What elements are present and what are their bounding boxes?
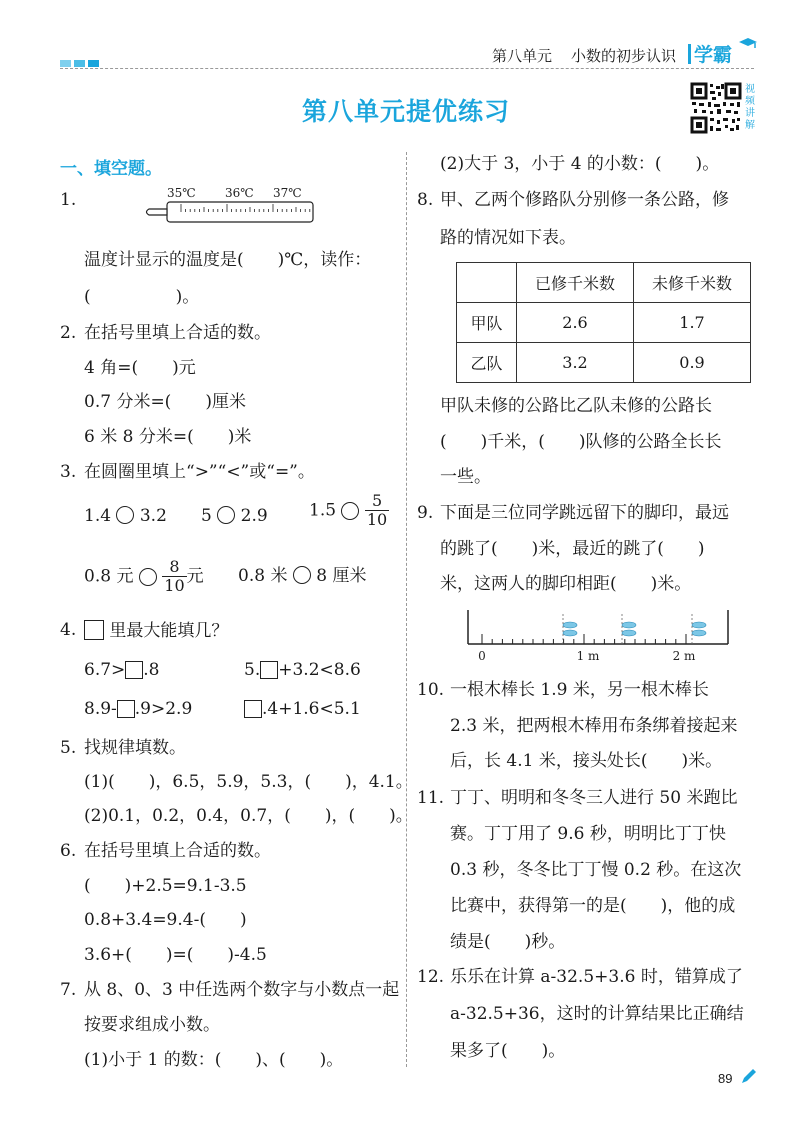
q2-item-2: 0.7 分米=( )厘米 (84, 392, 246, 412)
q10-line1: 一根木棒长 1.9 米，另一根木棒长 (450, 680, 709, 700)
answer-box[interactable] (125, 661, 143, 679)
q9-line2: 的跳了( )米，最近的跳了( ) (440, 539, 705, 559)
header-divider-bar (688, 44, 691, 64)
compare-circle[interactable] (293, 566, 311, 584)
q9-line3: 米，这两人的脚印相距( )米。 (440, 574, 692, 594)
q3-a-left: 1.4 (84, 506, 112, 526)
q4-b-post: +3.2<8.6 (278, 660, 361, 680)
q9-number: 9. (417, 503, 434, 523)
q8-line4: ( )千米，( )队修的公路全长长 (440, 432, 722, 452)
qr-code-icon[interactable] (690, 82, 742, 134)
footprint-icon (692, 630, 706, 636)
column-divider (406, 152, 407, 1067)
footprint-ruler (460, 606, 736, 670)
table-cell: 甲队 (457, 303, 517, 343)
q11-line3: 0.3 秒，冬冬比丁丁慢 0.2 秒。在这次 (450, 860, 742, 880)
q3-stem: 在圆圈里填上“>”“<”或“=”。 (84, 462, 315, 482)
q2-item-3: 6 米 8 分米=( )米 (84, 427, 252, 447)
q4-c-post: .9>2.9 (134, 699, 193, 719)
q8-line2: 路的情况如下表。 (440, 228, 576, 248)
q8-line1: 甲、乙两个修路队分别修一条公路，修 (440, 190, 729, 210)
header-topic: 小数的初步认识 (571, 47, 677, 65)
q7-line2: 按要求组成小数。 (84, 1015, 220, 1035)
answer-box[interactable] (244, 700, 262, 718)
q6-number: 6. (60, 841, 77, 861)
q7-number: 7. (60, 980, 77, 1000)
q3-compare-e (238, 566, 367, 586)
q8-line5: 一些。 (440, 467, 491, 487)
q1-line2: ( )。 (84, 287, 200, 307)
q6-item-2: 0.8+3.4=9.4-( ) (84, 910, 247, 930)
table-row (457, 343, 751, 383)
q3-number: 3. (60, 462, 77, 482)
q11-number: 11. (417, 788, 445, 808)
fraction-5-10: $\frac{5}{10}$ (366, 491, 388, 529)
q3-compare-a (84, 506, 167, 526)
q5-stem: 找规律填数。 (84, 738, 186, 758)
pencil-icon (740, 1067, 758, 1085)
table-header-cell (457, 263, 517, 303)
q4-c-pre: 8.9- (84, 699, 117, 719)
qr-label: 视频讲解 (745, 84, 755, 131)
table-cell: 0.9 (634, 343, 751, 383)
footprint-icon (563, 622, 577, 628)
therm-label-35: 35℃ (167, 186, 196, 200)
q3-e-left: 0.8 米 (238, 566, 288, 586)
page-title: 第八单元提优练习 (301, 97, 510, 126)
q4-a-post: .8 (143, 660, 160, 680)
answer-box[interactable] (84, 620, 104, 640)
footprint-icon (622, 622, 636, 628)
brand-logo: 学霸 (694, 44, 733, 66)
q7-item-1: (1)小于 1 的数：( )、( )。 (84, 1050, 344, 1070)
q3-a-right: 3.2 (139, 506, 167, 526)
thermometer-diagram (143, 185, 323, 233)
q11-line4: 比赛中，获得第一的是( )，他的成 (450, 896, 736, 916)
q5-item-2: (2)0.1，0.2，0.4，0.7，( )，( )。 (84, 806, 413, 826)
q10-line3: 后，长 4.1 米，接头处长( )米。 (450, 751, 723, 771)
table-row (457, 303, 751, 343)
q12-line3: 果多了( )。 (450, 1041, 566, 1061)
q3-b-left: 5 (201, 506, 212, 526)
compare-circle[interactable] (341, 502, 359, 520)
q2-number: 2. (60, 323, 77, 343)
q10-number: 10. (417, 680, 445, 700)
table-header-row (457, 263, 751, 303)
fraction-8-10: $\frac{8}{10}$ (164, 557, 185, 595)
therm-label-36: 36℃ (225, 186, 254, 200)
q11-line5: 绩是( )秒。 (450, 932, 566, 952)
road-table (456, 262, 751, 383)
q5-item-1: (1)( )，6.5，5.9，5.3，( )，4.1。 (84, 772, 413, 792)
q7-item-2: (2)大于 3，小于 4 的小数：( )。 (440, 154, 720, 174)
table-header-cell: 未修千米数 (634, 263, 751, 303)
q6-item-3: 3.6+( )=( )-4.5 (84, 945, 267, 965)
q3-compare-d (84, 558, 204, 595)
q3-compare-b (201, 506, 268, 526)
q4-a-pre: 6.7> (84, 660, 126, 680)
footprint-icon (622, 630, 636, 636)
q2-stem: 在括号里填上合适的数。 (84, 323, 271, 343)
q1-line1: 温度计显示的温度是( )℃，读作： (84, 250, 372, 270)
q3-b-right: 2.9 (240, 506, 268, 526)
answer-box[interactable] (260, 661, 278, 679)
q4-item-b (244, 660, 361, 680)
q11-line1: 丁丁、明明和冬冬三人进行 50 米跑比 (450, 788, 738, 808)
q4-b-pre: 5. (244, 660, 261, 680)
q4-d-post: .4+1.6<5.1 (262, 699, 361, 719)
q10-line2: 2.3 米，把两根木棒用布条绑着接起来 (450, 716, 738, 736)
q3-d-left: 0.8 元 (84, 566, 134, 587)
q6-stem: 在括号里填上合适的数。 (84, 841, 271, 861)
q4-number: 4. (60, 620, 77, 640)
q12-line1: 乐乐在计算 a-32.5+3.6 时，错算成了 (450, 967, 743, 987)
q9-line1: 下面是三位同学跳远留下的脚印，最远 (440, 503, 729, 523)
q12-number: 12. (417, 967, 445, 987)
q5-number: 5. (60, 738, 77, 758)
graduation-cap-icon (738, 36, 758, 50)
table-cell: 1.7 (634, 303, 751, 343)
ruler-label-0: 0 (478, 649, 486, 663)
q4-item-c (84, 699, 192, 719)
page-number: 89 (718, 1071, 733, 1086)
footprint-icon (692, 622, 706, 628)
ruler-label-1m: 1 m (576, 649, 600, 663)
q3-e-right: 8 厘米 (316, 566, 367, 586)
answer-box[interactable] (117, 700, 135, 718)
table-cell: 乙队 (457, 343, 517, 383)
q4-stem-line (84, 620, 228, 641)
header-rule (60, 68, 754, 69)
q3-compare-c (309, 492, 389, 529)
table-cell: 2.6 (517, 303, 634, 343)
q4-item-a (84, 660, 160, 680)
q3-c-left: 1.5 (309, 500, 337, 521)
table-cell: 3.2 (517, 343, 634, 383)
q4-stem: 里最大能填几？ (109, 621, 229, 641)
q8-number: 8. (417, 190, 434, 210)
q7-line1: 从 8、0、3 中任选两个数字与小数点一起 (84, 980, 400, 1000)
compare-circle[interactable] (139, 568, 157, 586)
q1-number: 1. (60, 190, 77, 210)
q8-line3: 甲队未修的公路比乙队未修的公路长 (440, 396, 712, 416)
q6-item-1: ( )+2.5=9.1-3.5 (84, 876, 247, 896)
section-title-fill-in: 一、填空题。 (60, 159, 162, 179)
footprint-icon (563, 630, 577, 636)
therm-label-37: 37℃ (273, 186, 302, 200)
ruler-label-2m: 2 m (672, 649, 696, 663)
header-unit: 第八单元 (492, 47, 553, 65)
q11-line2: 赛。丁丁用了 9.6 秒，明明比丁丁快 (450, 824, 726, 844)
compare-circle[interactable] (116, 506, 134, 524)
compare-circle[interactable] (217, 506, 235, 524)
q2-item-1: 4 角=( )元 (84, 358, 196, 378)
q3-d-unit: 元 (186, 566, 204, 587)
table-header-cell: 已修千米数 (517, 263, 634, 303)
q12-line2: a-32.5+36，这时的计算结果比正确结 (450, 1004, 744, 1024)
q4-item-d (244, 699, 361, 719)
